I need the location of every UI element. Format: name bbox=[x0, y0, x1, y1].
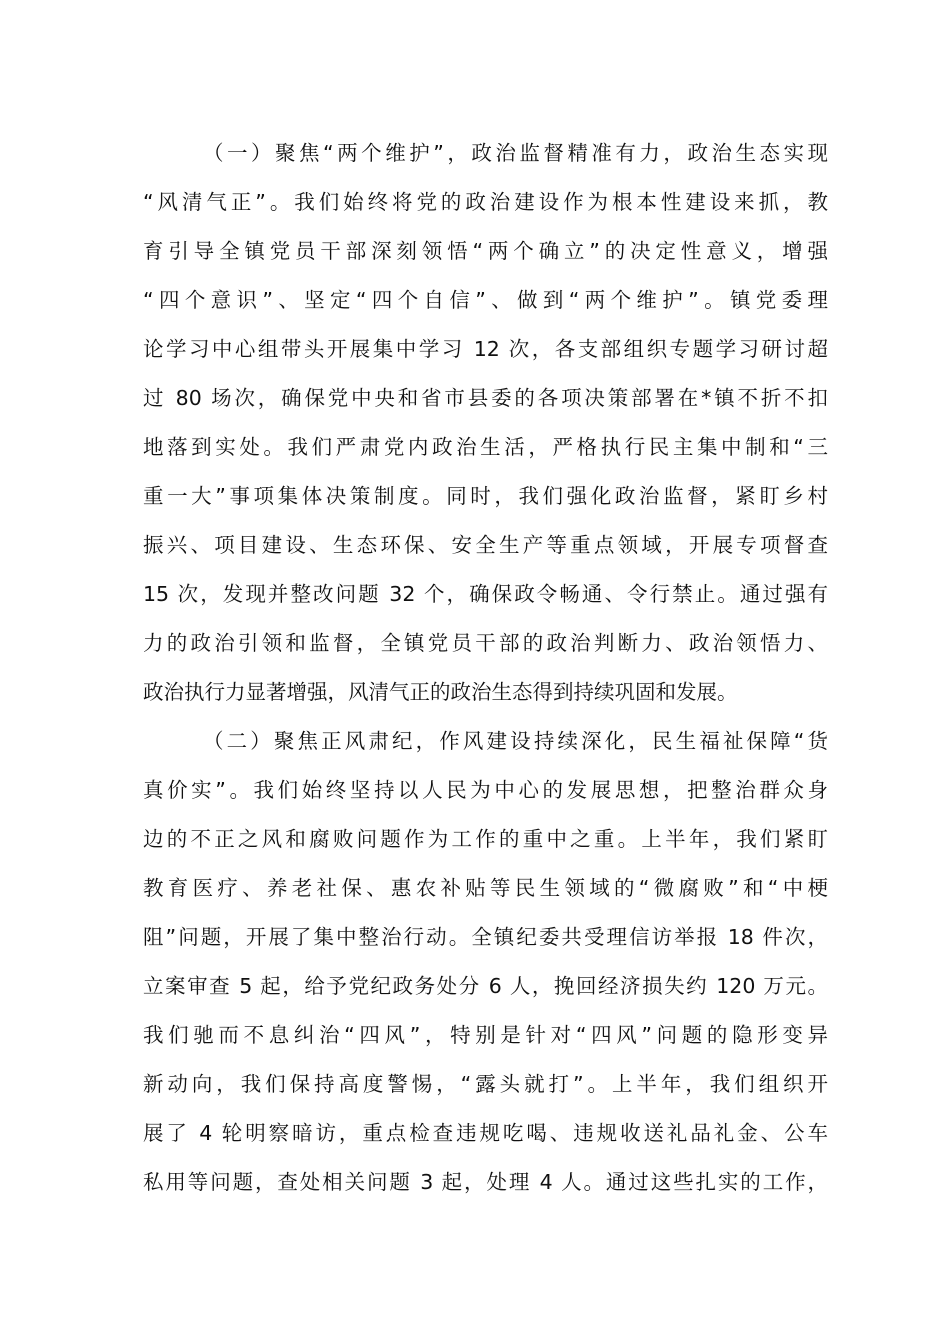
paragraph-1-line-4: “四个意识”、坚定“四个自信”、做到“两个维护”。镇党委理 bbox=[143, 288, 828, 312]
paragraph-2-line-2: 真价实”。我们始终坚持以人民为中心的发展思想，把整治群众身 bbox=[143, 778, 828, 802]
paragraph-1-line-9: 振兴、项目建设、生态环保、安全生产等重点领域，开展专项督查 bbox=[143, 533, 828, 557]
paragraph-1-line-5: 论学习中心组带头开展集中学习 12 次，各支部组织专题学习研讨超 bbox=[143, 337, 828, 361]
paragraph-2-line-3: 边的不正之风和腐败问题作为工作的重中之重。上半年，我们紧盯 bbox=[143, 827, 828, 851]
paragraph-1-line-11: 力的政治引领和监督，全镇党员干部的政治判断力、政治领悟力、 bbox=[143, 631, 828, 655]
paragraph-1-line-7: 地落到实处。我们严肃党内政治生活，严格执行民主集中制和“三 bbox=[143, 435, 828, 459]
paragraph-1-line-2: “风清气正”。我们始终将党的政治建设作为根本性建设来抓，教 bbox=[143, 190, 828, 214]
paragraph-2-line-1: （二）聚焦正风肃纪，作风建设持续深化，民生福祉保障“货 bbox=[203, 729, 828, 753]
paragraph-2-line-5: 阻”问题，开展了集中整治行动。全镇纪委共受理信访举报 18 件次， bbox=[143, 925, 828, 949]
paragraph-2-line-9: 展了 4 轮明察暗访，重点检查违规吃喝、违规收送礼品礼金、公车 bbox=[143, 1121, 828, 1145]
paragraph-2-line-7: 我们驰而不息纠治“四风”，特别是针对“四风”问题的隐形变异 bbox=[143, 1023, 828, 1047]
paragraph-2-line-6: 立案审查 5 起，给予党纪政务处分 6 人，挽回经济损失约 120 万元。 bbox=[143, 974, 828, 998]
paragraph-1-line-6: 过 80 场次，确保党中央和省市县委的各项决策部署在*镇不折不扣 bbox=[143, 386, 828, 410]
paragraph-2-line-4: 教育医疗、养老社保、惠农补贴等民生领域的“微腐败”和“中梗 bbox=[143, 876, 828, 900]
paragraph-1-line-12: 政治执行力显著增强，风清气正的政治生态得到持续巩固和发展。 bbox=[143, 680, 738, 704]
paragraph-2-line-10: 私用等问题，查处相关问题 3 起，处理 4 人。通过这些扎实的工作， bbox=[143, 1170, 828, 1194]
paragraph-2-line-8: 新动向，我们保持高度警惕，“露头就打”。上半年，我们组织开 bbox=[143, 1072, 828, 1096]
paragraph-1-line-1: （一）聚焦“两个维护”，政治监督精准有力，政治生态实现 bbox=[203, 141, 828, 165]
paragraph-1-line-3: 育引导全镇党员干部深刻领悟“两个确立”的决定性意义，增强 bbox=[143, 239, 828, 263]
paragraph-1-line-8: 重一大”事项集体决策制度。同时，我们强化政治监督，紧盯乡村 bbox=[143, 484, 828, 508]
paragraph-1-line-10: 15 次，发现并整改问题 32 个，确保政令畅通、令行禁止。通过强有 bbox=[143, 582, 828, 606]
